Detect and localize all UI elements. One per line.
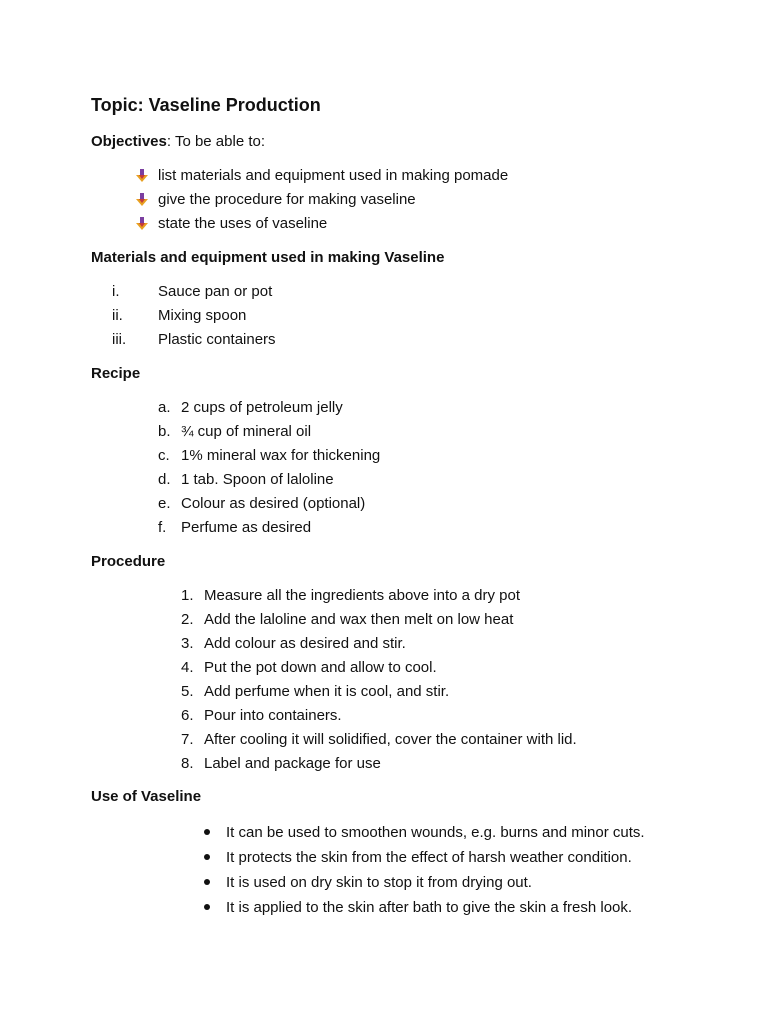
- list-text: Label and package for use: [204, 755, 381, 772]
- list-text: Add the laloline and wax then melt on low heat: [204, 611, 514, 628]
- page-title: Topic: Vaseline Production: [91, 95, 321, 115]
- list-text: Add colour as desired and stir.: [204, 635, 406, 652]
- list-marker: i.: [112, 283, 120, 300]
- objectives-text: : To be able to:: [166, 133, 266, 150]
- list-text: Pour into containers.: [204, 707, 342, 724]
- use-text: It can be used to smoothen wounds, e.g. burns and minor cuts.: [226, 824, 645, 841]
- list-text: Put the pot down and allow to cool.: [204, 659, 437, 676]
- list-marker: 4.: [181, 659, 194, 676]
- objective-text: state the uses of vaseline: [158, 215, 328, 232]
- list-text: Measure all the ingredients above into a dry pot: [204, 587, 521, 604]
- list-text: Perfume as desired: [181, 519, 312, 536]
- bullet-icon: [204, 879, 210, 885]
- list-marker: a.: [158, 399, 171, 416]
- list-marker: c.: [158, 447, 170, 464]
- materials-heading: Materials and equipment used in making Vaseline: [91, 249, 445, 266]
- use-text: It is applied to the skin after bath to give the skin a fresh look.: [226, 899, 633, 916]
- list-marker: 7.: [181, 731, 194, 748]
- arrow-down-bullet-icon: [136, 217, 148, 231]
- bullet-icon: [204, 854, 210, 860]
- recipe-heading: Recipe: [91, 365, 141, 382]
- list-marker: b.: [158, 423, 171, 440]
- list-marker: 5.: [181, 683, 194, 700]
- list-text: ¾ cup of mineral oil: [181, 423, 312, 440]
- procedure-heading: Procedure: [91, 553, 166, 570]
- list-marker: 3.: [181, 635, 194, 652]
- list-marker: 1.: [181, 587, 194, 604]
- list-marker: ii.: [112, 307, 123, 324]
- use-text: It protects the skin from the effect of harsh weather condition.: [226, 849, 632, 866]
- objective-text: give the procedure for making vaseline: [158, 191, 416, 208]
- list-marker: e.: [158, 495, 171, 512]
- list-text: After cooling it will solidified, cover the container with lid.: [204, 731, 577, 748]
- list-text: 2 cups of petroleum jelly: [181, 399, 343, 416]
- uses-heading: Use of Vaseline: [91, 788, 202, 805]
- list-text: Sauce pan or pot: [158, 283, 273, 300]
- use-text: It is used on dry skin to stop it from drying out.: [226, 874, 532, 891]
- list-marker: 2.: [181, 611, 194, 628]
- objectives-line: [91, 133, 265, 150]
- list-text: 1% mineral wax for thickening: [181, 447, 381, 464]
- list-marker: iii.: [112, 331, 127, 348]
- list-text: 1 tab. Spoon of laloline: [181, 471, 334, 488]
- list-text: Mixing spoon: [158, 307, 247, 324]
- list-text: Colour as desired (optional): [181, 495, 366, 512]
- list-marker: 6.: [181, 707, 194, 724]
- bullet-icon: [204, 829, 210, 835]
- bullet-icon: [204, 904, 210, 910]
- list-marker: d.: [158, 471, 171, 488]
- objectives-label: Objectives: [91, 133, 167, 150]
- arrow-down-bullet-icon: [136, 193, 148, 207]
- list-text: Add perfume when it is cool, and stir.: [204, 683, 450, 700]
- objective-text: list materials and equipment used in making pomade: [158, 167, 509, 184]
- list-text: Plastic containers: [158, 331, 276, 348]
- list-marker: f.: [158, 519, 167, 536]
- arrow-down-bullet-icon: [136, 169, 148, 183]
- list-marker: 8.: [181, 755, 194, 772]
